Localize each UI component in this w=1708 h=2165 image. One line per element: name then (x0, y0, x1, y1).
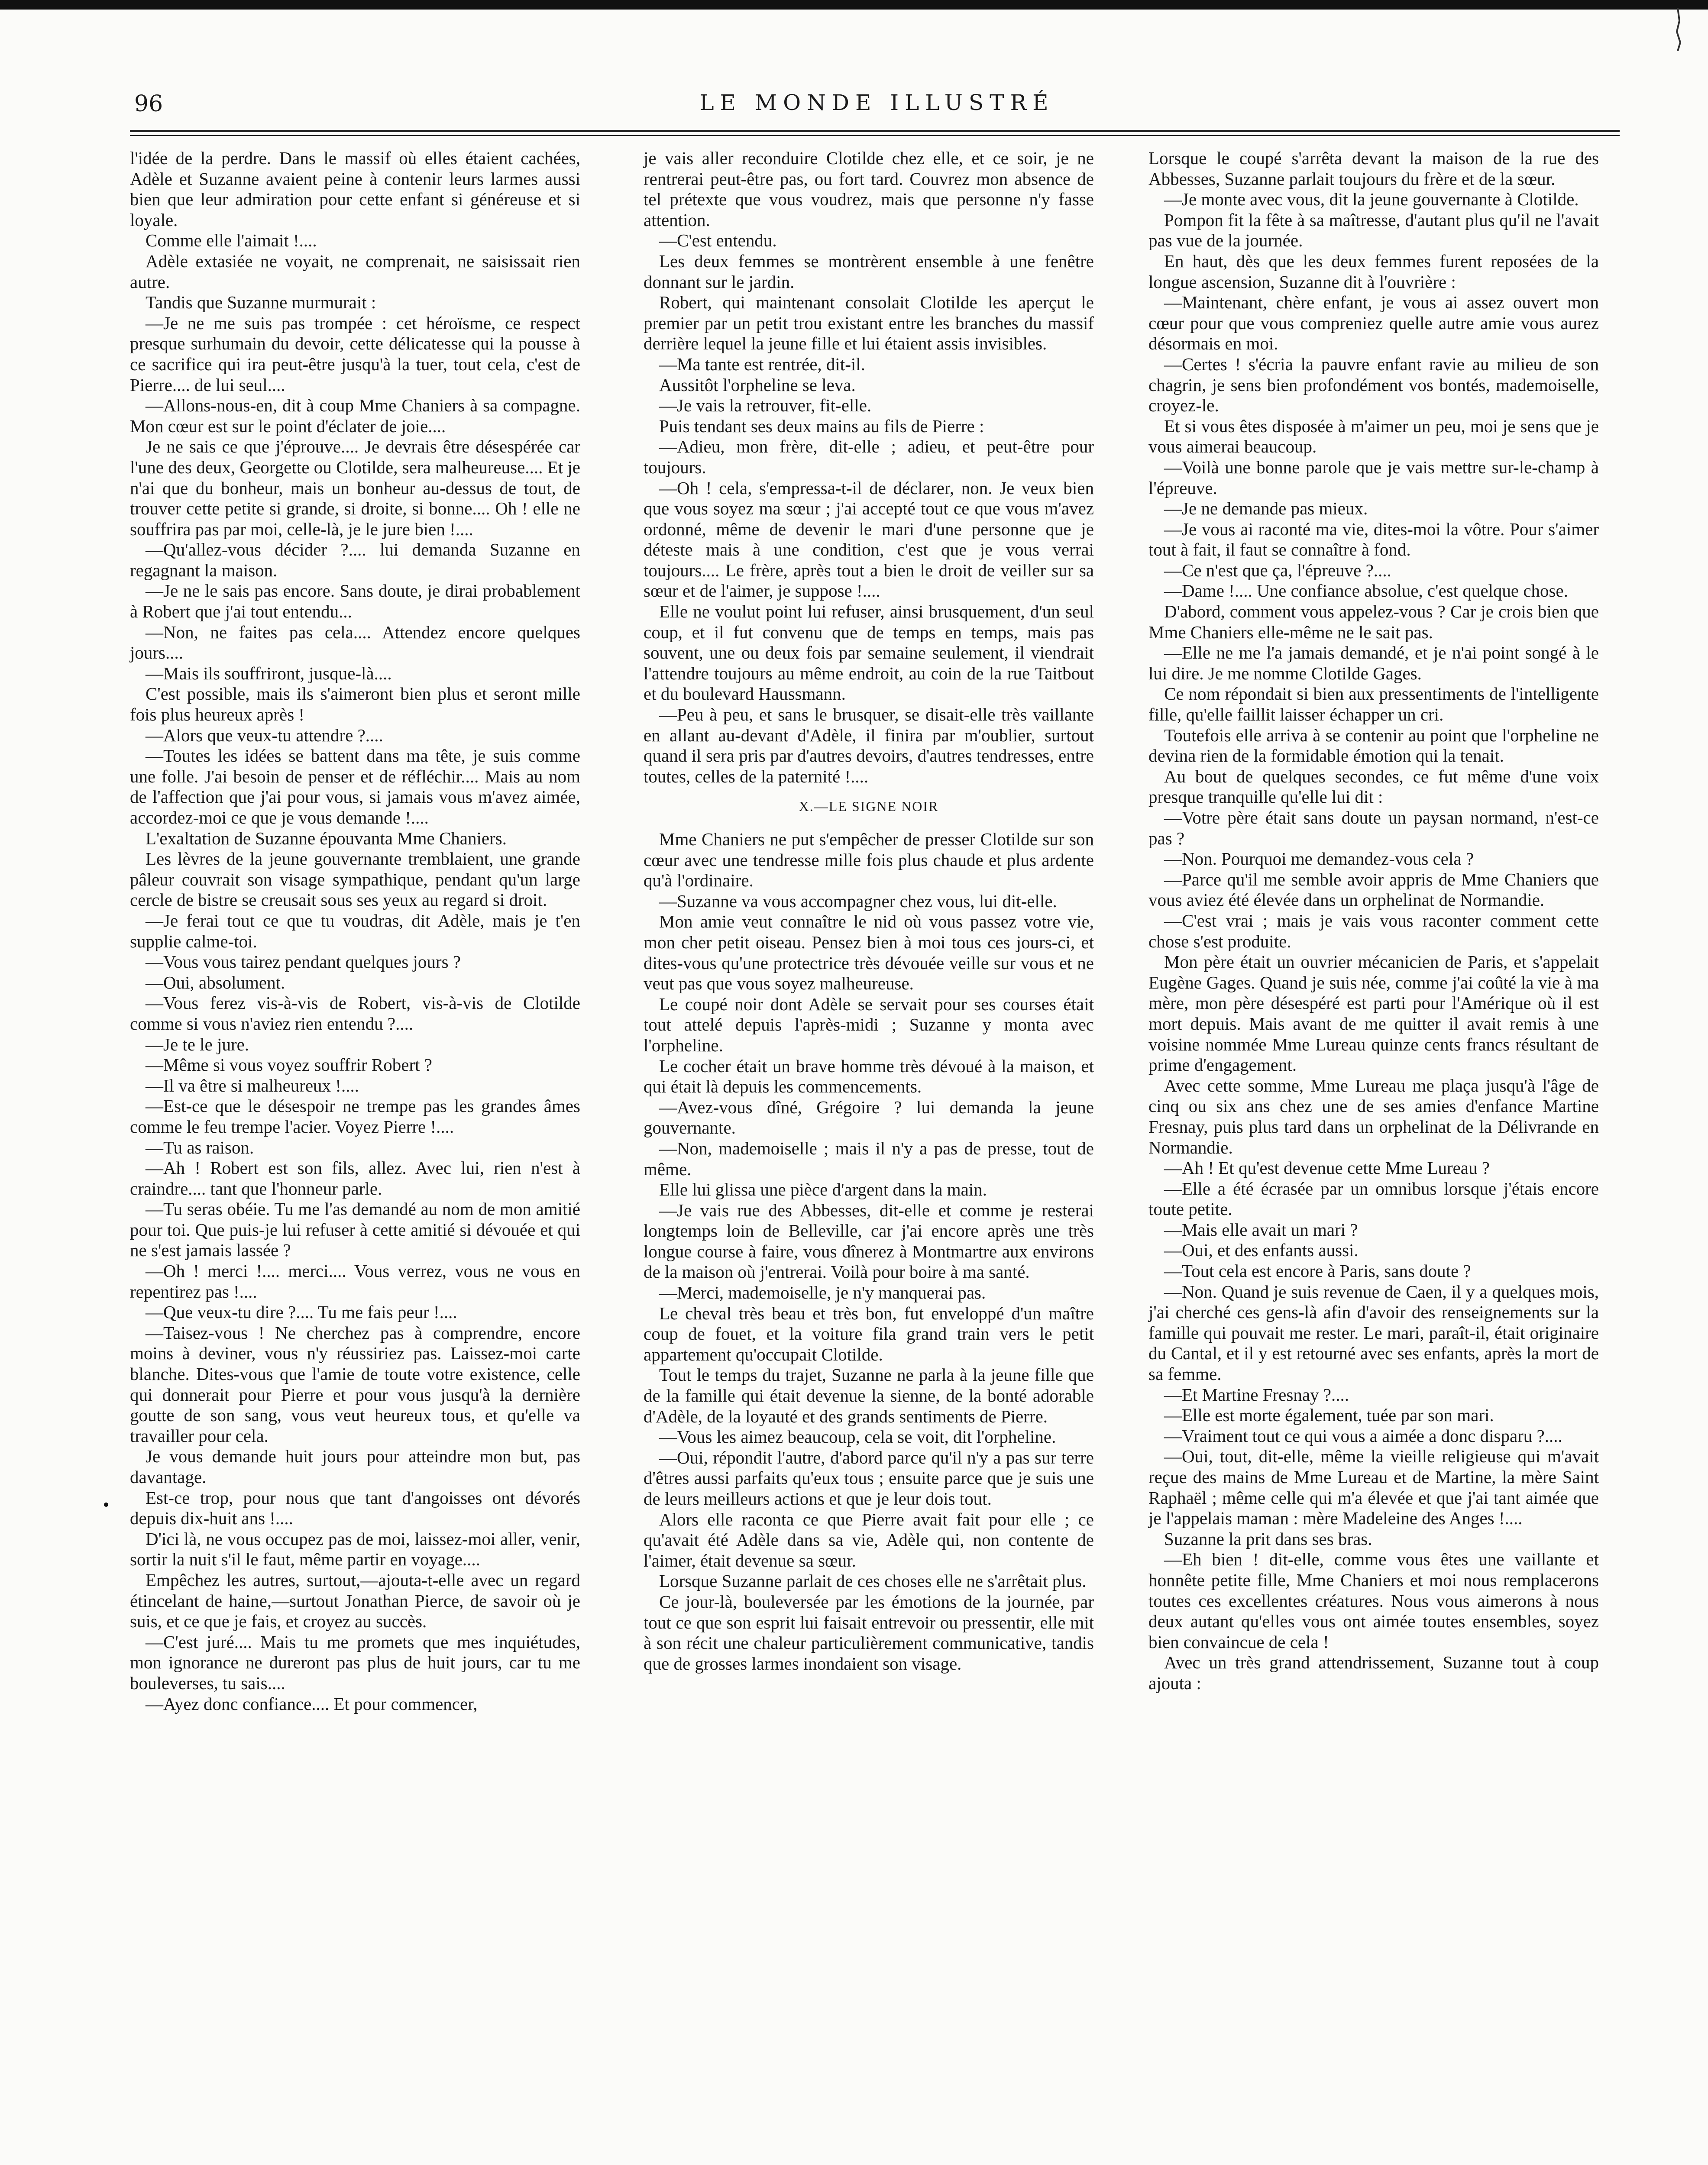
paragraph: Au bout de quelques secondes, ce fut même d'une voix presque tranquille qu'elle lui dit : (1148, 766, 1599, 807)
paragraph: Le coupé noir dont Adèle se servait pour ses courses était tout attelé depuis l'après-midi ; Suzanne y monta avec l'orpheline. (644, 994, 1094, 1055)
paragraph: Elle ne voulut point lui refuser, ainsi brusquement, d'un seul coup, et il fut convenu que de temps en temps, mais pas souvent, une ou deux fois par semaine seulement, il viendrait l'attendre toujours au même endroit, au coin de la rue Taitbout et du boulevard Haussmann. (644, 601, 1094, 704)
paragraph: —Je ne me suis pas trompée : cet héroïsme, ce respect presque surhumain du devoir, cette délicatesse qui la pousse à ce sacrifice qui ira peut-être jusqu'à la tuer, tout cela, c'est de Pierre.... de lui seul.... (130, 313, 580, 395)
paragraph: Le cheval très beau et très bon, fut enveloppé d'un maître coup de fouet, et la voiture fila grand train vers le petit appartement qu'occupait Clotilde. (644, 1303, 1094, 1364)
paragraph: C'est possible, mais ils s'aimeront bien plus et seront mille fois plus heureux après ! (130, 684, 580, 725)
scan-margin-mark (1665, 8, 1691, 51)
paragraph: —Ah ! Et qu'est devenue cette Mme Lureau ? (1164, 1158, 1490, 1178)
paragraph: —Ce n'est que ça, l'épreuve ?.... (1164, 560, 1391, 580)
paragraph: —Non. Pourquoi me demandez-vous cela ? (1164, 849, 1474, 869)
paragraph: —Oh ! cela, s'empressa-t-il de déclarer, non. Je veux bien que vous soyez ma sœur ; j'ai accepté tout ce que vous m'avez ordonné, même de devenir le mari d'une personne que je déteste mais à une condition, c'est que je vous verrai toujours.... Le frère, après tout a bien le droit de veiller sur sa sœur et de l'aimer, je suppose !.... (644, 478, 1094, 601)
paragraph: —Voilà une bonne parole que je vais mettre sur-le-champ à l'épreuve. (1148, 457, 1599, 498)
paragraph: Est-ce trop, pour nous que tant d'angoisses ont dévorés depuis dix-huit ans !.... (130, 1487, 580, 1528)
paragraph: —Je ne le sais pas encore. Sans doute, je dirai probablement à Robert que j'ai tout entendu... (130, 581, 580, 622)
paragraph: —Toutes les idées se battent dans ma tête, je suis comme une folle. J'ai besoin de penser et de réfléchir.... Mais au nom de l'affection que j'ai pour vous, si jamais vous m'avez aimée, accordez-moi ce que je vous demande !.... (130, 746, 580, 827)
paragraph: —Je te le jure. (146, 1034, 249, 1054)
header-rule-thick (130, 130, 1620, 132)
paragraph: —Taisez-vous ! Ne cherchez pas à comprendre, encore moins à deviner, vous n'y réussiriez pas. Laissez-moi carte blanche. Dites-vous que l'amie de toute votre existence, celle qui donnerait pour Pierre et pour vous jusqu'à la dernière goutte de son sang, vous veut heureux tous, et qu'elle va travailler pour cela. (130, 1322, 580, 1446)
paragraph: —Oui, répondit l'autre, d'abord parce qu'il n'y a pas sur terre d'êtres aussi parfaits qu'eux tous ; ensuite parce que je suis une de leurs meilleurs actions et que je leur dois tout. (644, 1447, 1094, 1509)
paragraph: Je vous demande huit jours pour atteindre mon but, pas davantage. (130, 1446, 580, 1487)
paragraph: —Tu seras obéie. Tu me l'as demandé au nom de mon amitié pour toi. Que puis-je lui refuser à cette amitié si dévouée et qui ne s'est jamais lassée ? (130, 1199, 580, 1260)
paragraph: —Qu'allez-vous décider ?.... lui demanda Suzanne en regagnant la maison. (130, 540, 580, 580)
paragraph: —Tu as raison. (146, 1137, 254, 1157)
paragraph: —Elle ne me l'a jamais demandé, et je n'ai point songé à le lui dire. Je me nomme Clotilde Gages. (1148, 643, 1599, 683)
paragraph: D'abord, comment vous appelez-vous ? Car je crois bien que Mme Chaniers elle-même ne le sait pas. (1148, 601, 1599, 642)
paragraph: —Que veux-tu dire ?.... Tu me fais peur !.... (146, 1302, 457, 1322)
paragraph: Alors elle raconta ce que Pierre avait fait pour elle ; ce qu'avait été Adèle dans sa vie, Adèle qui, non contente de l'aimer, était devenue sa sœur. (644, 1509, 1094, 1570)
paragraph: —Vous les aimez beaucoup, cela se voit, dit l'orpheline. (659, 1427, 1056, 1447)
paragraph: —Maintenant, chère enfant, je vous ai assez ouvert mon cœur pour que vous compreniez quelle autre amie vous aurez désormais en moi. (1148, 292, 1599, 354)
paragraph: Suzanne la prit dans ses bras. (1164, 1528, 1372, 1549)
text-column-1 (130, 148, 580, 1714)
paragraph: Adèle extasiée ne voyait, ne comprenait, ne saisissait rien autre. (130, 251, 580, 292)
scan-top-edge (0, 0, 1708, 10)
header-rule-thin (130, 135, 1620, 136)
chapter-heading: X.—LE SIGNE NOIR (799, 798, 939, 814)
paragraph: —Je ferai tout ce que tu voudras, dit Adèle, mais je t'en supplie calme-toi. (130, 910, 580, 951)
paragraph: —Oui, tout, dit-elle, même la vieille religieuse qui m'avait reçue des mains de Mme Lureau et de Martine, la mère Saint Raphaël ; même celle qui m'a élevée et que j'ai tant aimée que je l'appelais maman : mère Madeleine des Anges !.... (1148, 1446, 1599, 1528)
paragraph: —Dame !.... Une confiance absolue, c'est quelque chose. (1164, 581, 1568, 601)
paragraph: je vais aller reconduire Clotilde chez elle, et ce soir, je ne rentrerai peut-être pas, ou fort tard. Couvrez mon absence de tel prétexte que vous voudrez, mais que personne n'y fasse attention. (644, 148, 1094, 230)
ink-dot (104, 1503, 108, 1507)
paragraph: —Je vous ai raconté ma vie, dites-moi la vôtre. Pour s'aimer tout à fait, il faut se connaître à fond. (1148, 519, 1599, 560)
paragraph: —Certes ! s'écria la pauvre enfant ravie au milieu de son chagrin, je sens bien profondément vos bontés, mademoiselle, croyez-le. (1148, 354, 1599, 416)
paragraph: Le cocher était un brave homme très dévoué à la maison, et qui était là depuis les commencements. (644, 1056, 1094, 1097)
paragraph: —Et Martine Fresnay ?.... (1164, 1384, 1349, 1405)
paragraph: Avec cette somme, Mme Lureau me plaça jusqu'à l'âge de cinq ou six ans chez une de ses amies d'enfance Martine Fresnay, puis plus tard dans un orphelinat de la Délivrande en Normandie. (1148, 1075, 1599, 1157)
paragraph: —Non, ne faites pas cela.... Attendez encore quelques jours.... (130, 622, 580, 663)
paragraph: —Oui, et des enfants aussi. (1164, 1240, 1359, 1260)
paragraph: —Vous ferez vis-à-vis de Robert, vis-à-vis de Clotilde comme si vous n'aviez rien entendu ?.... (130, 993, 580, 1034)
page-header (134, 87, 1620, 126)
paragraph: —Parce qu'il me semble avoir appris de Mme Chaniers que vous aviez été élevée dans un orphelinat de Normandie. (1148, 869, 1599, 910)
paragraph: —Non, mademoiselle ; mais il n'y a pas de presse, tout de même. (644, 1138, 1094, 1179)
paragraph: L'exaltation de Suzanne épouvanta Mme Chaniers. (146, 828, 507, 848)
paragraph: En haut, dès que les deux femmes furent reposées de la longue ascension, Suzanne dit à l'ouvrière : (1148, 251, 1599, 292)
paragraph: —Adieu, mon frère, dit-elle ; adieu, et peut-être pour toujours. (644, 436, 1094, 477)
paragraph: Puis tendant ses deux mains au fils de Pierre : (659, 416, 984, 436)
paragraph: Les deux femmes se montrèrent ensemble à une fenêtre donnant sur le jardin. (644, 251, 1094, 292)
paragraph: —Mais ils souffriront, jusque-là.... (146, 663, 392, 683)
page-number: 96 (134, 91, 163, 117)
paragraph: —Vous vous tairez pendant quelques jours ? (146, 952, 461, 972)
paragraph: —Elle a été écrasée par un omnibus lorsque j'étais encore toute petite. (1148, 1178, 1599, 1219)
paragraph: —Ma tante est rentrée, dit-il. (659, 354, 865, 374)
paragraph: Empêchez les autres, surtout,—ajouta-t-elle avec un regard étincelant de haine,—surtout Jonathan Pierce, de savoir où je suis, et ce que je fais, et croyez au succès. (130, 1570, 580, 1632)
paragraph: Lorsque Suzanne parlait de ces choses elle ne s'arrêtait plus. (659, 1571, 1087, 1591)
paragraph: Robert, qui maintenant consolait Clotilde les aperçut le premier par un petit trou existant entre les branches du massif derrière lequel la jeune fille et lui étaient assis invisibles. (644, 292, 1094, 354)
text-column-3 (1148, 148, 1599, 1694)
paragraph: Et si vous êtes disposée à m'aimer un peu, moi je sens que je vous aimerai beaucoup. (1148, 416, 1599, 457)
paragraph: Comme elle l'aimait !.... (146, 230, 317, 251)
paragraph: —Vraiment tout ce qui vous a aimée a donc disparu ?.... (1164, 1425, 1562, 1446)
paragraph: —Merci, mademoiselle, je n'y manquerai pas. (659, 1283, 986, 1303)
paragraph: —Je vais la retrouver, fit-elle. (659, 395, 872, 416)
paragraph: Mon amie veut connaître le nid où vous passez votre vie, mon cher petit oiseau. Pensez bien à moi tous ces jours-ci, et dites-vous qu'une protectrice très dévouée veille sur vous et ne veut pas que vous soyez malheureuse. (644, 911, 1094, 994)
paragraph: —Je vais rue des Abbesses, dit-elle et comme je resterai longtemps loin de Belleville, car j'ai encore après une très longue course à faire, vous dînerez à Montmartre aux environs de la maison où j'entrerai. Voilà pour boire à ma santé. (644, 1200, 1094, 1282)
paragraph: —Mais elle avait un mari ? (1164, 1219, 1358, 1240)
paragraph: —Oui, absolument. (146, 972, 285, 992)
paragraph: —Elle est morte également, tuée par son mari. (1164, 1405, 1494, 1425)
paragraph: —Alors que veux-tu attendre ?.... (146, 725, 383, 745)
paragraph: Lorsque le coupé s'arrêta devant la maison de la rue des Abbesses, Suzanne parlait toujours du frère et de la sœur. (1148, 148, 1599, 189)
paragraph: Je ne sais ce que j'éprouve.... Je devrais être désespérée car l'une des deux, Georgette ou Clotilde, sera malheureuse.... Et je n'ai que du bonheur, mais un bonheur au-dessus de tout, de trouver cette petite si grande, si droite, si bonne.... Oh ! elle ne souffrira pas par moi, celle-là, je le jure bien !.... (130, 436, 580, 539)
paragraph: —Suzanne va vous accompagner chez vous, lui dit-elle. (659, 891, 1057, 911)
paragraph: —Je monte avec vous, dit la jeune gouvernante à Clotilde. (1164, 189, 1579, 210)
paragraph: —Je ne demande pas mieux. (1164, 498, 1368, 519)
paragraph: —Il va être si malheureux !.... (146, 1075, 359, 1095)
paragraph: Mon père était un ouvrier mécanicien de Paris, et s'appelait Eugène Gages. Quand je suis née, comme j'ai coûté la vie à ma mère, mon père désespéré est parti pour l'Amérique où il est mort depuis. Mais avant de me quitter il avait remis à une voisine nommée Mme Lureau quinze cents francs résultant de prime d'engagement. (1148, 952, 1599, 1075)
paragraph: Toutefois elle arriva à se contenir au point que l'orpheline ne devina rien de la formidable émotion qui la tenait. (1148, 725, 1599, 766)
paragraph: —Non. Quand je suis revenue de Caen, il y a quelques mois, j'ai cherché ces gens-là afin d'avoir des renseignements sur la famille qui pouvait me rester. Le mari, paraît-il, était originaire du Cantal, et il y est retourné avec ses enfants, après la mort de sa femme. (1148, 1281, 1599, 1384)
paragraph: l'idée de la perdre. Dans le massif où elles étaient cachées, Adèle et Suzanne avaient peine à contenir leurs larmes aussi bien que leur admiration pour cette enfant si généreuse et si loyale. (130, 148, 580, 230)
text-column-2 (644, 148, 1094, 1674)
paragraph: —Tout cela est encore à Paris, sans doute ? (1164, 1261, 1471, 1281)
paragraph: Ce nom répondait si bien aux pressentiments de l'intelligente fille, qu'elle faillit laisser échapper un cri. (1148, 684, 1599, 725)
paragraph: Mme Chaniers ne put s'empêcher de presser Clotilde sur son cœur avec une tendresse mille fois plus chaude et plus ardente qu'à l'ordinaire. (644, 829, 1094, 891)
paragraph: D'ici là, ne vous occupez pas de moi, laissez-moi aller, venir, sortir la nuit s'il le faut, même partir en voyage.... (130, 1528, 580, 1570)
paragraph: Pompon fit la fête à sa maîtresse, d'autant plus qu'il ne l'avait pas vue de la journée. (1148, 210, 1599, 251)
paragraph: —Oh ! merci !.... merci.... Vous verrez, vous ne vous en repentirez pas !.... (130, 1261, 580, 1302)
paragraph: —Même si vous voyez souffrir Robert ? (146, 1055, 432, 1075)
paragraph: Les lèvres de la jeune gouvernante tremblaient, une grande pâleur couvrait son visage sympathique, pendant qu'un large cercle de bistre se creusait sous ses yeux au regard si droit. (130, 849, 580, 910)
paragraph: —C'est vrai ; mais je vais vous raconter comment cette chose s'est produite. (1148, 910, 1599, 951)
paragraph: Tandis que Suzanne murmurait : (146, 292, 376, 313)
paragraph: Ce jour-là, bouleversée par les émotions de la journée, par tout ce que son esprit lui faisait entrevoir ou pressentir, elle mit à son récit une chaleur particulièrement communicative, tandis que de grosses larmes inondaient son visage. (644, 1591, 1094, 1674)
paragraph: —Est-ce que le désespoir ne trempe pas les grandes âmes comme le feu trempe l'acier. Voyez Pierre !.... (130, 1096, 580, 1137)
paragraph: Elle lui glissa une pièce d'argent dans la main. (659, 1179, 987, 1200)
paragraph: —C'est entendu. (659, 230, 777, 251)
paragraph: —Avez-vous dîné, Grégoire ? lui demanda la jeune gouvernante. (644, 1097, 1094, 1138)
paragraph: —Votre père était sans doute un paysan normand, n'est-ce pas ? (1148, 808, 1599, 848)
paragraph: —Allons-nous-en, dit à coup Mme Chaniers à sa compagne. Mon cœur est sur le point d'éclater de joie.... (130, 395, 580, 436)
paragraph: —Ah ! Robert est son fils, allez. Avec lui, rien n'est à craindre.... tant que l'honneur parle. (130, 1158, 580, 1199)
paragraph: —Eh bien ! dit-elle, comme vous êtes une vaillante et honnête petite fille, Mme Chaniers et moi nous remplacerons toutes ces excellentes créatures. Nous vous aimerons à nous deux autant qu'elles vous ont aimée toutes ensembles, soyez bien convaincue de cela ! (1148, 1549, 1599, 1652)
paragraph: —C'est juré.... Mais tu me promets que mes inquiétudes, mon ignorance ne dureront pas plus de huit jours, car tu me bouleverses, tu sais.... (130, 1632, 580, 1693)
paragraph: Avec un très grand attendrissement, Suzanne tout à coup ajouta : (1148, 1652, 1599, 1693)
masthead-title: LE MONDE ILLUSTRÉ (699, 90, 1055, 115)
paragraph: Tout le temps du trajet, Suzanne ne parla à la jeune fille que de la famille qui était devenue la sienne, de la bonté adorable d'Adèle, de la loyauté et des grands sentiments de Pierre. (644, 1365, 1094, 1426)
paragraph: —Peu à peu, et sans le brusquer, se disait-elle très vaillante en allant au-devant d'Adèle, il finira par m'oublier, surtout quand il sera pris par d'autres devoirs, d'autres tendresses, entre toutes, celles de la paternité !.... (644, 704, 1094, 786)
paragraph: Aussitôt l'orpheline se leva. (659, 375, 856, 395)
paragraph: —Ayez donc confiance.... Et pour commencer, (146, 1693, 478, 1714)
